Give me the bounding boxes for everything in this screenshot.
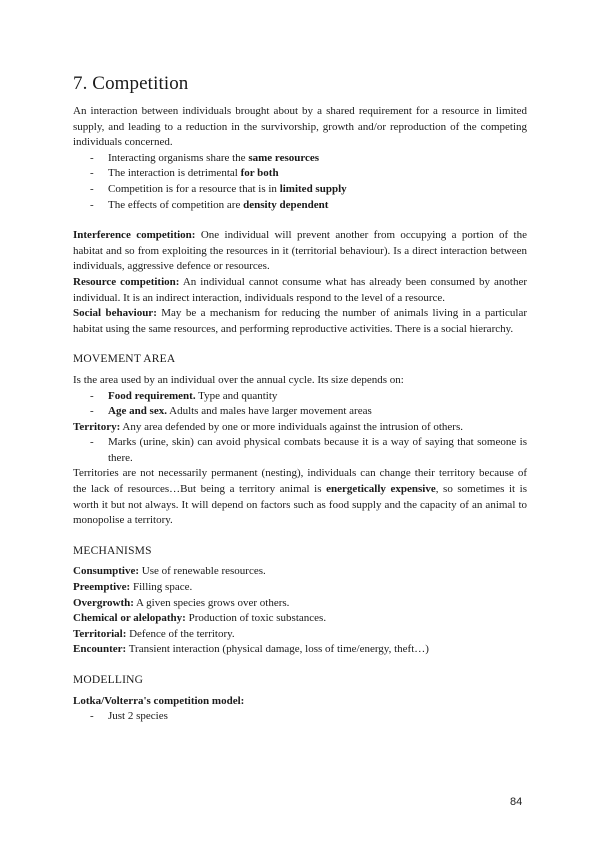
list-item: - Food requirement. Type and quantity: [73, 389, 527, 405]
movement-area-heading: MOVEMENT AREA: [73, 353, 176, 366]
list-item: - The interaction is detrimental for both: [73, 166, 527, 182]
movement-intro: Is the area used by an individual over the annual cycle. Its size depends on:: [73, 373, 404, 386]
list-item: - Age and sex. Adults and males have larger movement areas: [73, 404, 527, 420]
territory-definition: Territory: Any area defended by one or more individuals against the intrusion of others.: [73, 420, 463, 433]
list-item: - Marks (urine, skin) can avoid physical combats because it is a way of saying that someone is there.: [73, 435, 527, 466]
page-title: 7. Competition: [73, 73, 189, 94]
intro-bullet-list: [73, 151, 527, 213]
resource-paragraph: Resource competition: An individual cannot consume what has already been consumed by another individual. It is an indirect interaction, individuals respond to the level of a resource.: [73, 275, 527, 304]
mechanism-item: Chemical or alelopathy: Production of toxic substances.: [73, 612, 327, 625]
territory-bullet-list: [73, 435, 527, 466]
list-item: - The effects of competition are density dependent: [73, 198, 527, 214]
movement-bullet-list: [73, 389, 527, 420]
mechanism-item: Overgrowth: A given species grows over others.: [73, 596, 290, 609]
modelling-bullet-list: [73, 709, 527, 725]
mechanisms-heading: MECHANISMS: [73, 544, 152, 557]
list-item: - Competition is for a resource that is in limited supply: [73, 182, 527, 198]
modelling-heading: MODELLING: [73, 674, 144, 686]
document-page: [73, 70, 527, 725]
interference-paragraph: Interference competition: One individual will prevent another from occupying a portion of the habitat and so from exploiting the resources in it (territorial behaviour). Is a direct interaction between individuals, aggressive defence or resources.: [73, 229, 527, 273]
intro-paragraph: An interaction between individuals brought about by a shared requirement for a resource in limited supply, and leading to a reduction in the survivorship, growth and/or reproduction of the competing individuals concerned.: [73, 105, 527, 149]
list-item: - Interacting organisms share the same resources: [73, 151, 527, 167]
social-paragraph: Social behaviour: May be a mechanism for reducing the number of animals living in a particular habitat using the same resources, and performing reproductive activities. There is a social hierarchy.: [73, 307, 528, 335]
list-item: - Just 2 species: [73, 709, 527, 725]
page-number: 84: [510, 796, 523, 808]
mechanism-item: Consumptive: Use of renewable resources.: [73, 565, 266, 578]
model-title: Lotka/Volterra's competition model:: [73, 694, 245, 707]
mechanism-item: Preemptive: Filling space.: [73, 581, 193, 594]
mechanism-item: Territorial: Defence of the territory.: [73, 627, 235, 640]
territory-paragraph: Territories are not necessarily permanent (nesting), individuals can change their territory because of the lack of resources…But being a territory animal is energetically expensive, so sometimes it is worth it but not always. It will depend on factors such as food supply and the capacity of an animal to monopolise a territory.: [73, 467, 528, 527]
mechanism-item: Encounter: Transient interaction (physical damage, loss of time/energy, theft…): [73, 643, 429, 656]
